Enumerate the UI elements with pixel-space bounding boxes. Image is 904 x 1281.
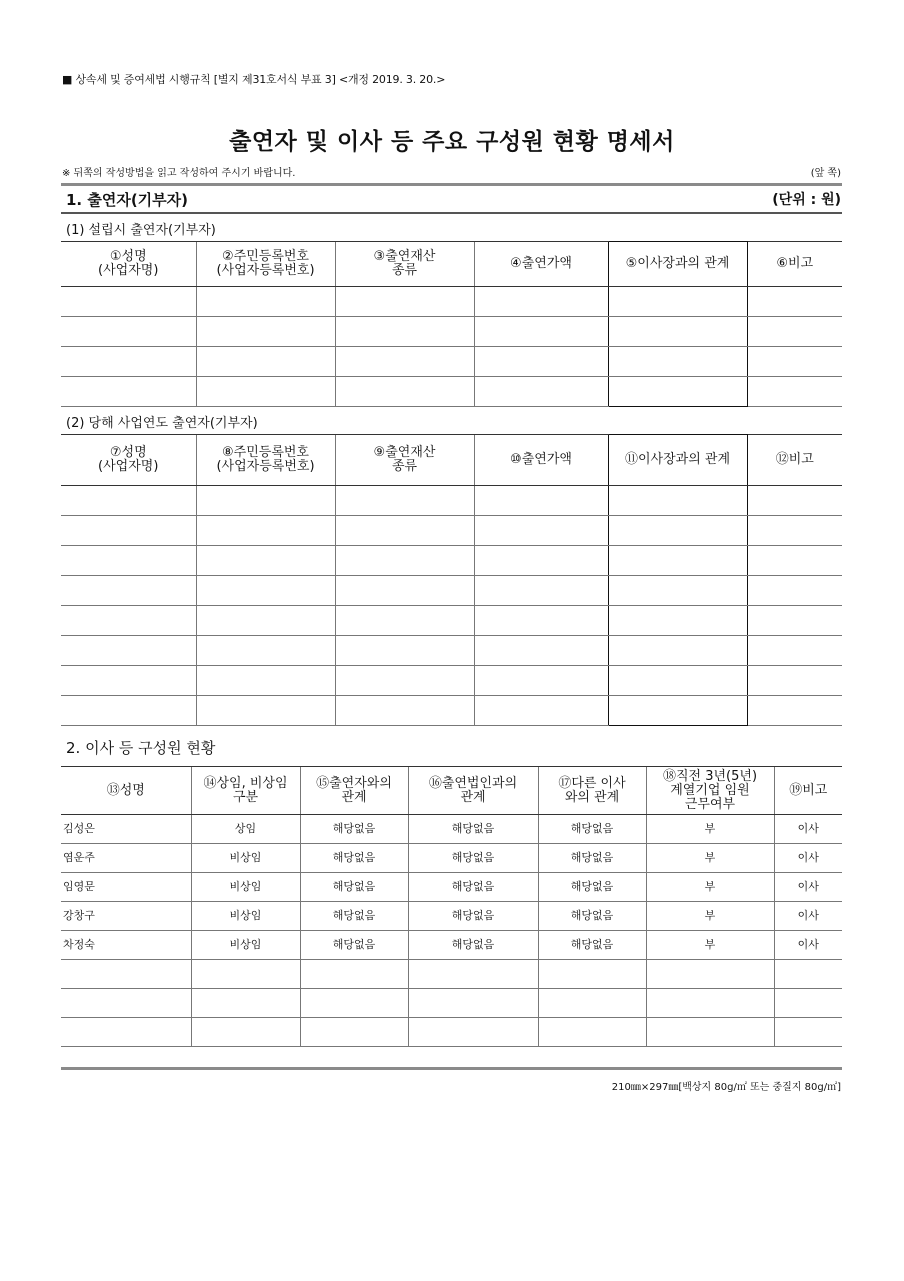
- table-cell[interactable]: [474, 287, 608, 317]
- table-cell[interactable]: 임영문: [61, 873, 191, 902]
- form-reference-note: ■ 상속세 및 증여세법 시행규칙 [별지 제31호서식 부표 3] <개정 2019. 3. 20.>: [62, 73, 446, 86]
- table-cell[interactable]: [774, 1018, 842, 1047]
- table-row: [61, 636, 842, 666]
- header-text: 종류: [391, 263, 418, 278]
- table-cell[interactable]: [608, 486, 747, 516]
- header-text: (사업자명): [98, 263, 159, 278]
- table-cell[interactable]: 비상임: [191, 873, 300, 902]
- header-cell: [196, 435, 335, 486]
- table-cell[interactable]: [408, 1018, 538, 1047]
- table-cell[interactable]: [747, 516, 842, 546]
- table-cell[interactable]: [335, 377, 474, 407]
- table-cell[interactable]: [538, 1018, 646, 1047]
- table-cell[interactable]: [61, 989, 191, 1018]
- table-cell[interactable]: [335, 576, 474, 606]
- table-cell[interactable]: 부: [646, 815, 774, 844]
- header-text: (사업자명): [98, 459, 159, 474]
- table-cell[interactable]: [61, 347, 196, 377]
- header-text: ⑩출연가액: [510, 452, 572, 467]
- table-row: [61, 347, 842, 377]
- table-cell[interactable]: 김성은: [61, 815, 191, 844]
- table-row: [61, 287, 842, 317]
- table-cell[interactable]: [408, 960, 538, 989]
- table-cell[interactable]: [474, 576, 608, 606]
- table-cell[interactable]: 해당없음: [538, 815, 646, 844]
- header-cell: [408, 767, 538, 815]
- header-cell: [608, 242, 747, 287]
- page-side-label: (앞 쪽): [810, 168, 841, 179]
- header-text: ⑬성명: [106, 782, 145, 798]
- table-cell[interactable]: [747, 347, 842, 377]
- table-cell[interactable]: [196, 546, 335, 576]
- table-cell[interactable]: [61, 486, 196, 516]
- table-cell[interactable]: [474, 317, 608, 347]
- header-text: ⑱직전 3년(5년): [662, 768, 758, 784]
- table-cell[interactable]: [608, 546, 747, 576]
- table-cell[interactable]: [608, 606, 747, 636]
- table-cell[interactable]: [196, 486, 335, 516]
- table-cell[interactable]: [196, 317, 335, 347]
- table-cell[interactable]: 해당없음: [300, 844, 408, 873]
- table-cell[interactable]: 이사: [774, 815, 842, 844]
- table-cell[interactable]: [61, 516, 196, 546]
- table-cell[interactable]: 해당없음: [300, 815, 408, 844]
- table-cell[interactable]: [474, 666, 608, 696]
- header-text: ⑭상임, 비상임: [203, 775, 288, 791]
- table-cell[interactable]: [747, 576, 842, 606]
- header-cell: [61, 767, 191, 815]
- table-row: [61, 844, 842, 873]
- table-cell[interactable]: [335, 666, 474, 696]
- table-cell[interactable]: 해당없음: [408, 873, 538, 902]
- table-row: [61, 989, 842, 1018]
- table-cell[interactable]: 이사: [774, 844, 842, 873]
- table-cell[interactable]: [747, 377, 842, 407]
- header-cell: [61, 242, 196, 287]
- table-cell[interactable]: 부: [646, 931, 774, 960]
- table-cell[interactable]: [196, 516, 335, 546]
- table-cell[interactable]: [196, 287, 335, 317]
- table-cell[interactable]: [61, 666, 196, 696]
- table-cell[interactable]: [474, 347, 608, 377]
- table-cell[interactable]: [61, 576, 196, 606]
- header-text: ⑦성명: [109, 445, 147, 460]
- table-cell[interactable]: [747, 666, 842, 696]
- header-text: ⑪이사장과의 관계: [624, 452, 731, 467]
- header-cell: [191, 767, 300, 815]
- table-cell[interactable]: [747, 486, 842, 516]
- table-cell[interactable]: [408, 989, 538, 1018]
- paper-spec: 210㎜×297㎜[백상지 80g/㎡ 또는 중질지 80g/㎡]: [611, 1082, 841, 1093]
- table-cell[interactable]: 해당없음: [300, 931, 408, 960]
- section2-title: 2. 이사 등 구성원 현황: [66, 739, 216, 757]
- header-cell: [747, 242, 842, 287]
- table-cell[interactable]: [300, 960, 408, 989]
- table-cell[interactable]: [300, 989, 408, 1018]
- header-cell: [774, 767, 842, 815]
- header-text: (사업자등록번호): [216, 263, 315, 278]
- table-cell[interactable]: [747, 546, 842, 576]
- founders-table: [61, 241, 842, 407]
- header-cell: [474, 435, 608, 486]
- table-row: [61, 606, 842, 636]
- header-row: [61, 767, 842, 815]
- table-cell[interactable]: 이사: [774, 873, 842, 902]
- header-text: 종류: [391, 459, 418, 474]
- table-row: [61, 696, 842, 726]
- table-cell[interactable]: [61, 960, 191, 989]
- table-cell[interactable]: [608, 576, 747, 606]
- table-cell[interactable]: [335, 347, 474, 377]
- table-cell[interactable]: [300, 1018, 408, 1047]
- table-cell[interactable]: [538, 960, 646, 989]
- table-cell[interactable]: [474, 696, 608, 726]
- header-text: ⑧주민등록번호: [221, 445, 309, 460]
- table-row: [61, 377, 842, 407]
- members-table: [61, 766, 842, 1047]
- table-cell[interactable]: [335, 317, 474, 347]
- guide-note: ※ 뒤쪽의 작성방법을 읽고 작성하여 주시기 바랍니다.: [62, 168, 296, 179]
- table-cell[interactable]: [196, 606, 335, 636]
- table-cell[interactable]: 해당없음: [300, 873, 408, 902]
- table-cell[interactable]: [196, 576, 335, 606]
- table-cell[interactable]: [608, 287, 747, 317]
- table-cell[interactable]: [335, 696, 474, 726]
- table-cell[interactable]: [335, 486, 474, 516]
- table-cell[interactable]: 부: [646, 844, 774, 873]
- section1-divider: [61, 212, 842, 214]
- table-cell[interactable]: [335, 636, 474, 666]
- table-cell[interactable]: [61, 636, 196, 666]
- header-cell: [747, 435, 842, 486]
- header-cell: [646, 767, 774, 815]
- table-cell[interactable]: 부: [646, 873, 774, 902]
- table-row: [61, 576, 842, 606]
- unit-label: (단위 : 원): [772, 192, 841, 208]
- table-cell[interactable]: 해당없음: [408, 844, 538, 873]
- header-text: ④출연가액: [510, 256, 572, 271]
- header-cell: [335, 435, 474, 486]
- table-cell[interactable]: [335, 546, 474, 576]
- table-row: [61, 1018, 842, 1047]
- table-row: [61, 873, 842, 902]
- header-text: (사업자등록번호): [216, 459, 315, 474]
- table-cell[interactable]: 비상임: [191, 902, 300, 931]
- table-cell[interactable]: [747, 317, 842, 347]
- table-cell[interactable]: [335, 287, 474, 317]
- section1-title: 1. 출연자(기부자): [66, 191, 189, 209]
- header-text: 와의 관계: [564, 789, 620, 805]
- table-cell[interactable]: [608, 377, 747, 407]
- table-cell[interactable]: [608, 666, 747, 696]
- table-cell[interactable]: [608, 636, 747, 666]
- header-cell: [608, 435, 747, 486]
- header-text: ⑯출연법인과의: [428, 775, 518, 791]
- table-cell[interactable]: 해당없음: [538, 902, 646, 931]
- table-cell[interactable]: 비상임: [191, 844, 300, 873]
- header-text: ⑮출연자와의: [316, 775, 392, 791]
- table-cell[interactable]: [61, 317, 196, 347]
- table-cell[interactable]: [474, 486, 608, 516]
- table-cell[interactable]: [774, 960, 842, 989]
- table-cell[interactable]: [61, 546, 196, 576]
- header-text: ⑫비고: [775, 452, 814, 467]
- table-cell[interactable]: 해당없음: [538, 931, 646, 960]
- header-row: [61, 242, 842, 287]
- table-cell[interactable]: [61, 606, 196, 636]
- header-row: [61, 435, 842, 486]
- table-cell[interactable]: [747, 606, 842, 636]
- header-cell: [61, 435, 196, 486]
- table-cell[interactable]: [191, 960, 300, 989]
- header-text: ⑰다른 이사: [558, 775, 626, 791]
- table-cell[interactable]: [61, 377, 196, 407]
- table-row: [61, 902, 842, 931]
- header-text: 관계: [341, 789, 367, 805]
- header-cell: [300, 767, 408, 815]
- table-cell[interactable]: [608, 516, 747, 546]
- header-text: ⑥비고: [776, 256, 814, 271]
- table-cell[interactable]: [191, 989, 300, 1018]
- table-cell[interactable]: 이사: [774, 931, 842, 960]
- table-row: [61, 960, 842, 989]
- table-cell[interactable]: [608, 347, 747, 377]
- header-cell: [335, 242, 474, 287]
- table-cell[interactable]: [61, 1018, 191, 1047]
- table-cell[interactable]: 상임: [191, 815, 300, 844]
- table-cell[interactable]: [747, 696, 842, 726]
- header-text: 근무여부: [684, 796, 736, 812]
- table-cell[interactable]: 해당없음: [408, 902, 538, 931]
- sub2-title: (2) 당해 사업연도 출연자(기부자): [66, 416, 258, 431]
- header-text: ①성명: [109, 249, 147, 264]
- table-row: [61, 516, 842, 546]
- donors-table: [61, 434, 842, 726]
- header-cell: [196, 242, 335, 287]
- table-row: [61, 666, 842, 696]
- table-cell[interactable]: [474, 636, 608, 666]
- table-cell[interactable]: 비상임: [191, 931, 300, 960]
- header-text: ⑲비고: [789, 782, 828, 798]
- table-cell[interactable]: [61, 696, 196, 726]
- table-cell[interactable]: [335, 606, 474, 636]
- table-cell[interactable]: [196, 377, 335, 407]
- top-divider: [61, 183, 842, 186]
- table-cell[interactable]: [191, 1018, 300, 1047]
- table-cell[interactable]: [747, 636, 842, 666]
- table-cell[interactable]: 강창구: [61, 902, 191, 931]
- table-cell[interactable]: 차정숙: [61, 931, 191, 960]
- header-cell: [538, 767, 646, 815]
- document-title: 출연자 및 이사 등 주요 구성원 현황 명세서: [229, 129, 675, 155]
- table-cell[interactable]: 이사: [774, 902, 842, 931]
- sub1-title: (1) 설립시 출연자(기부자): [66, 223, 216, 238]
- header-text: ③출연재산: [373, 249, 436, 264]
- table-cell[interactable]: 염운주: [61, 844, 191, 873]
- table-row: [61, 317, 842, 347]
- table-cell[interactable]: [474, 516, 608, 546]
- table-cell[interactable]: 부: [646, 902, 774, 931]
- table-cell[interactable]: [747, 287, 842, 317]
- table-cell[interactable]: [538, 989, 646, 1018]
- table-cell[interactable]: [196, 696, 335, 726]
- table-cell[interactable]: 해당없음: [538, 873, 646, 902]
- table-row: [61, 815, 842, 844]
- table-cell[interactable]: [646, 1018, 774, 1047]
- bottom-divider: [61, 1067, 842, 1070]
- header-text: 구분: [232, 789, 259, 805]
- table-cell[interactable]: [196, 666, 335, 696]
- table-cell[interactable]: 해당없음: [408, 931, 538, 960]
- table-cell[interactable]: 해당없음: [408, 815, 538, 844]
- table-cell[interactable]: [474, 546, 608, 576]
- table-cell[interactable]: [608, 317, 747, 347]
- table-row: [61, 546, 842, 576]
- header-text: 계열기업 임원: [670, 782, 750, 798]
- table-cell[interactable]: 해당없음: [300, 902, 408, 931]
- header-text: ②주민등록번호: [221, 249, 309, 264]
- table-cell[interactable]: [61, 287, 196, 317]
- table-cell[interactable]: [774, 989, 842, 1018]
- table-row: [61, 486, 842, 516]
- header-cell: [474, 242, 608, 287]
- table-cell[interactable]: [474, 377, 608, 407]
- table-cell[interactable]: [196, 636, 335, 666]
- table-cell[interactable]: [196, 347, 335, 377]
- table-cell[interactable]: [474, 606, 608, 636]
- table-cell[interactable]: [646, 960, 774, 989]
- table-cell[interactable]: [608, 696, 747, 726]
- table-cell[interactable]: 해당없음: [538, 844, 646, 873]
- header-text: 관계: [460, 789, 486, 805]
- table-cell[interactable]: [335, 516, 474, 546]
- table-row: [61, 931, 842, 960]
- header-text: ⑤이사장과의 관계: [625, 256, 730, 271]
- header-text: ⑨출연재산: [373, 445, 436, 460]
- table-cell[interactable]: [646, 989, 774, 1018]
